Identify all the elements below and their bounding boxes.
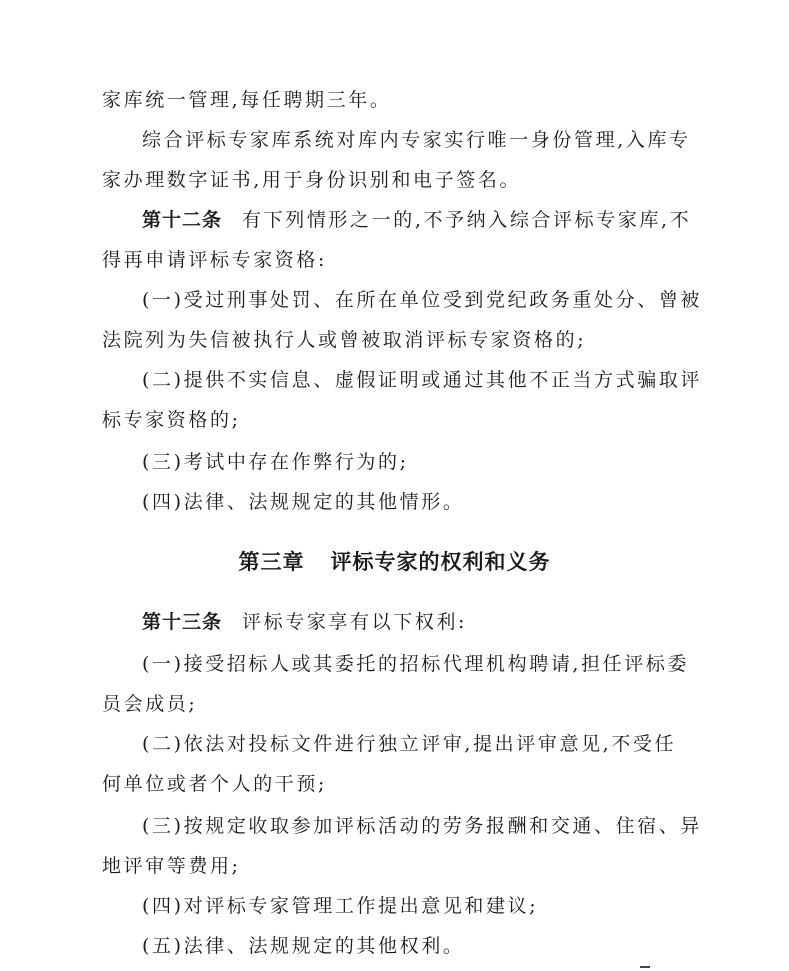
chapter-title: 评标专家的权利和义务 [330,550,551,574]
article-12-heading [142,208,691,232]
list-item: (三)考试中存在作弊行为的; [142,451,409,473]
paragraph-line: 标专家资格的; [102,409,241,431]
paragraph-line: 员会成员; [102,693,198,715]
paragraph-line: 法院列为失信被执行人或曾被取消评标专家资格的; [102,329,587,351]
list-item: (一)受过刑事处罚、在所在单位受到党纪政务重处分、曾被 [142,289,703,311]
article-12-text: 有下列情形之一的,不予纳入综合评标专家库,不 [242,209,692,231]
list-item: (四)对评标专家管理工作提出意见和建议; [142,895,539,917]
article-12-label: 第十二条 [142,209,223,231]
article-13-heading [142,610,467,634]
list-item: (二)提供不实信息、虚假证明或通过其他不正当方式骗取评 [142,369,703,391]
chapter-number: 第三章 [238,550,305,574]
article-13-label: 第十三条 [142,611,223,633]
list-item: (二)依法对投标文件进行独立评审,提出评审意见,不受任 [142,733,677,755]
paragraph-line: 得再申请评标专家资格: [102,249,328,271]
paragraph-line: 综合评标专家库系统对库内专家实行唯一身份管理,入库专 [142,129,691,151]
paragraph-line: 地评审等费用; [102,855,241,877]
page-mark [640,966,650,968]
list-item: (三)按规定收取参加评标活动的劳务报酬和交通、住宿、异 [142,815,703,837]
list-item: (四)法律、法规规定的其他情形。 [142,491,465,513]
list-item: (五)法律、法规规定的其他权利。 [142,935,465,957]
paragraph-line: 家办理数字证书,用于身份识别和电子签名。 [102,169,522,191]
article-13-text: 评标专家享有以下权利: [242,611,468,633]
list-item: (一)接受招标人或其委托的招标代理机构聘请,担任评标委 [142,653,690,675]
chapter-heading [0,548,789,576]
paragraph-line: 何单位或者个人的干预; [102,773,328,795]
paragraph-line: 家库统一管理,每任聘期三年。 [102,89,392,111]
